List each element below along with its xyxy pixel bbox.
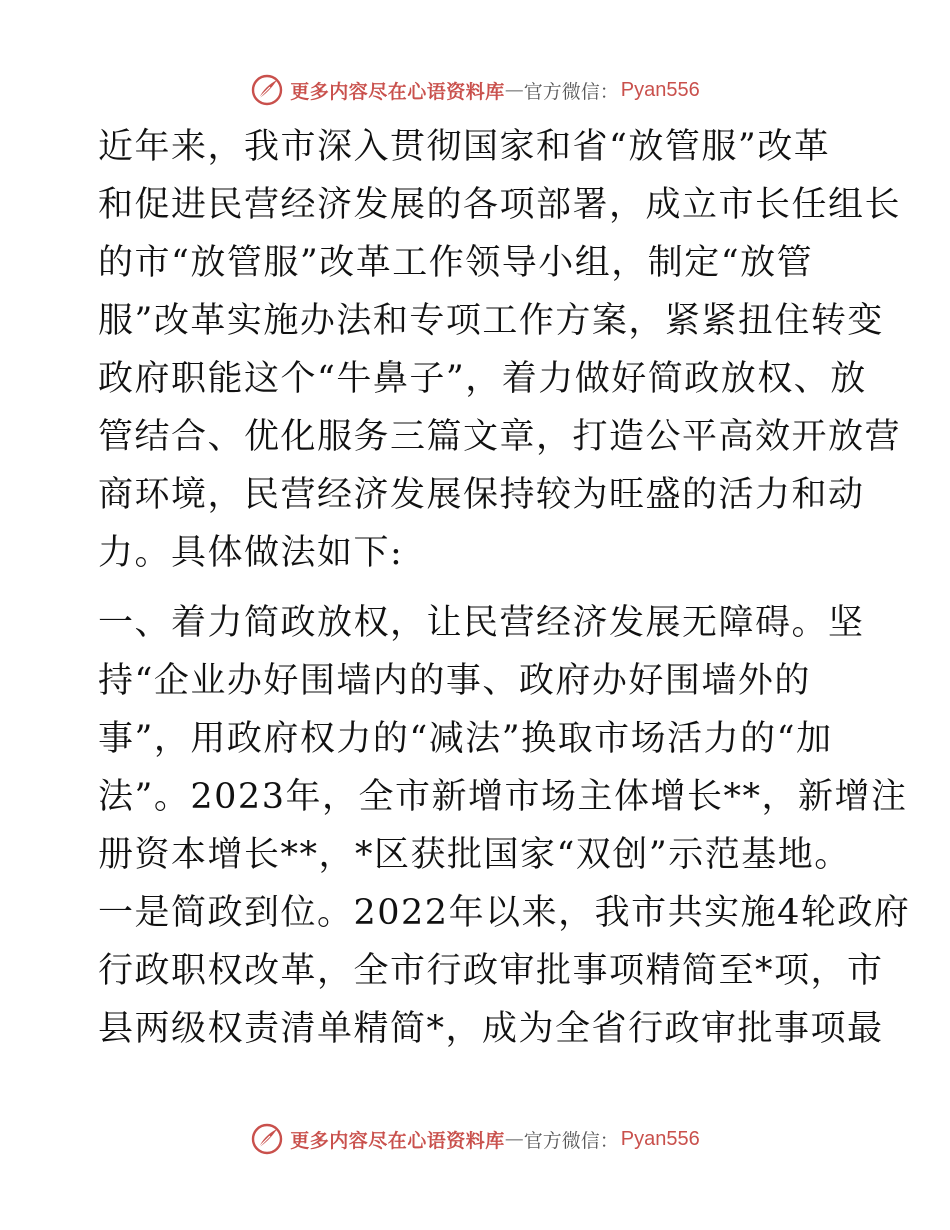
text-line: 册资本增长**，*区获批国家“双创”示范基地。 — [98, 835, 851, 875]
text-line: 一是简政到位。2022年以来，我市共实施4轮政府 — [98, 893, 911, 933]
text-line: 行政职权改革，全市行政审批事项精简至*项，市 — [98, 951, 884, 991]
text-line: 法”。2023年，全市新增市场主体增长**，新增注 — [98, 777, 908, 817]
banner-separator: — — [504, 79, 524, 101]
text-line: 持“企业办好围墙内的事、政府办好围墙外的 — [98, 661, 811, 701]
banner-text: 更多内容尽在心语资料库 — [290, 80, 505, 103]
banner-separator: — — [504, 1128, 524, 1150]
header-watermark-banner — [0, 70, 950, 110]
text-line: 近年来，我市深入贯彻国家和省“放管服”改革 — [98, 127, 831, 167]
text-line: 一、着力简政放权，让民营经济发展无障碍。坚 — [98, 603, 865, 643]
text-line: 政府职能这个“牛鼻子”，着力做好简政放权、放 — [98, 359, 867, 399]
feather-logo-icon — [250, 73, 284, 107]
text-line: 事”，用政府权力的“减法”换取市场活力的“加 — [98, 719, 833, 759]
feather-logo-icon — [250, 1122, 284, 1156]
banner-label: 官方微信： — [523, 80, 619, 103]
text-line: 管结合、优化服务三篇文章，打造公平高效开放营 — [98, 417, 902, 457]
text-line: 力。具体做法如下: — [98, 533, 404, 573]
body-text — [98, 118, 911, 1058]
text-line: 服”改革实施办法和专项工作方案，紧紧扭住转变 — [98, 301, 884, 341]
banner-wechat-id: Pyan556 — [620, 1127, 700, 1150]
banner-text: 更多内容尽在心语资料库 — [290, 1129, 505, 1152]
footer-watermark-banner — [0, 1119, 950, 1159]
text-line: 的市“放管服”改革工作领导小组，制定“放管 — [98, 243, 814, 283]
text-line: 和促进民营经济发展的各项部署，成立市长任组长 — [98, 185, 902, 225]
text-line: 商环境，民营经济发展保持较为旺盛的活力和动 — [98, 475, 865, 515]
banner-wechat-id: Pyan556 — [620, 78, 700, 101]
text-line: 县两级权责清单精简*，成为全省行政审批事项最 — [98, 1009, 884, 1049]
banner-label: 官方微信： — [523, 1129, 619, 1152]
